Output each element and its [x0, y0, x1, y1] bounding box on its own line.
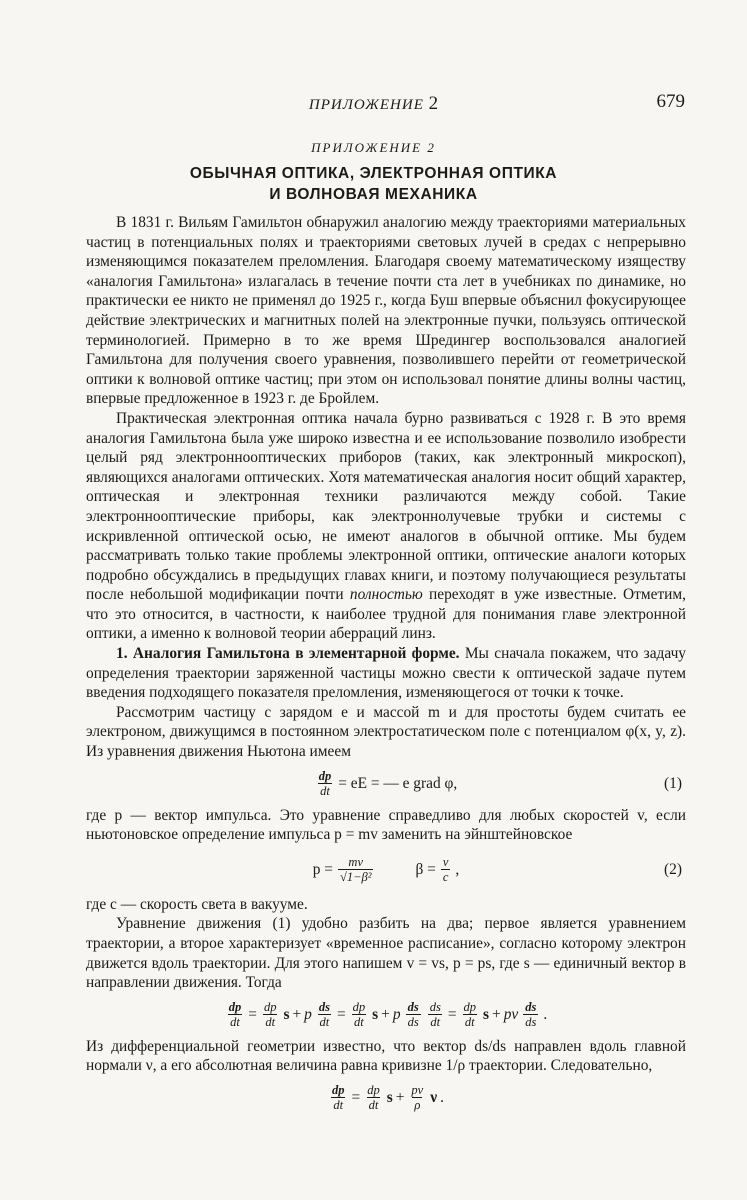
equation-4 — [86, 1076, 686, 1120]
equation-2 — [86, 845, 686, 895]
chapter-title-line-1: ОБЫЧНАЯ ОПТИКА, ЭЛЕКТРОННАЯ ОПТИКА — [189, 165, 558, 182]
running-title — [0, 93, 747, 115]
page-number: 679 — [656, 91, 685, 112]
chapter-title — [0, 163, 747, 205]
equation-2-c: c — [442, 870, 449, 885]
equation-2-fraction-momentum — [338, 855, 374, 884]
equation-2-denominator: √1−β² — [339, 870, 372, 885]
paragraph-2 — [86, 409, 686, 644]
paragraph-2-part-a: Практическая электронная оптика начала бурно развиваться с 1928 г. В это время аналогия Гамильтона была уже широко известна и ее использование позволило изобрести целый ряд электроннооптических приборов (таких, как электронный микроскоп), являющихся аналогами оптических. Хотя математическая аналогия носит общий характер, оптическая и электронная техники различаются между собой. Такие электроннооптические приборы, как электроннолучевые трубки и системы с искривленной оптической осью, не имеют аналогов в обычной оптике. Мы будем рассматривать только такие проблемы электронной оптики, оптические аналоги которых подробно обсуждались в предыдущих главах книги, и поэтому получающиеся результаты после небольшой модификации почти — [86, 409, 686, 604]
section-heading: 1. Аналогия Гамильтона в элементарной форме. — [116, 645, 460, 663]
equation-2-numerator: mv — [348, 855, 363, 870]
body-text — [86, 213, 686, 1120]
paragraph-2-emphasis: полностью — [349, 586, 423, 604]
equation-2-fraction-beta — [441, 855, 451, 884]
paragraph-8: Из дифференциальной геометрии известно, что вектор ds/ds направлен вдоль главной нормали ν, а его абсолютная величина равна кривизне 1/ρ траектории. Следовательно, — [86, 1037, 686, 1075]
equation-1-fraction: $\frac{dp}{dt}$ — [318, 769, 332, 799]
equation-1 — [86, 762, 686, 806]
paragraph-6: где c — скорость света в вакууме. — [86, 895, 308, 913]
paragraph-2-part-b: переходят в уже известные. Отметим, что это относится, в частности, к наиболее трудной для понимания главе электронной оптики, а именно к волновой теории аберраций линз. — [86, 586, 686, 643]
equation-3 — [86, 993, 686, 1037]
equation-1-body — [315, 769, 457, 798]
equation-2-beta: β = — [415, 861, 436, 879]
paragraph-3-text: Мы сначала покажем, что задачу определения траектории заряженной частицы можно свести к оптической задаче путем введения подходящего показателя преломления, изменяющегося от точки к точке. — [86, 645, 687, 702]
running-title-text: ПРИЛОЖЕНИЕ — [308, 97, 424, 113]
paragraph-7: Уравнение движения (1) удобно разбить на два; первое является уравнением траектории, а второе характеризует «временное расписание», согласно которому электрон движется вдоль траектории. Для этого напишем v = vs, p = ps, где s — единичный вектор в направлении движения. Тогда — [86, 915, 686, 992]
paragraph-1: В 1831 г. Вильям Гамильтон обнаружил аналогию между траекториями материальных частиц в потенциальных полях и траекториями световых лучей в средах с непрерывно изменяющимся показателем преломления. Благодаря своему математическому изяществу «аналогия Гамильтона» излагалась в течение почти ста лет в учебниках по динамике, но практически ее никто не применял до 1925 г., когда Буш впервые объяснил фокусирующее действие электрических и магнитных полей на электронные пучки, пользуясь оптической терминологией. Примерно в то же время Шредингер воспользовался аналогией Гамильтона для получения своего уравнения, позволившего перейти от геометрической оптики к волновой оптике частиц; при этом он использовал понятие длины волны частиц, впервые предложенное в 1923 г. де Бройлем. — [86, 214, 686, 408]
equation-4-body: $\frac{dp}{dt}$ = $\frac{dp}{dt}$ s + $\frac{pv}{\rho}$ ν . — [332, 1083, 444, 1113]
running-title-number: 2 — [428, 93, 439, 114]
running-header — [0, 93, 747, 115]
paragraph-4: Рассмотрим частицу с зарядом e и массой m и для простоты будем считать ее электроном, движущимся в постоянном электростатическом поле с потенциалом φ(x, y, z). Из уравнения движения Ньютона имеем — [86, 703, 686, 761]
equation-2-number: (2) — [664, 861, 682, 879]
equation-1-number: (1) — [664, 774, 682, 792]
appendix-label: ПРИЛОЖЕНИЕ 2 — [311, 140, 436, 155]
paragraph-3 — [86, 644, 686, 703]
equation-2-v: v — [442, 855, 449, 870]
equation-2-p: p = — [312, 861, 333, 879]
equation-1-rhs: = eE = — e grad φ, — [338, 774, 458, 792]
equation-2-body: p = $\frac{mv}{\text{√1−β²}}$ β = $\frac{v}{c}$ , — [312, 855, 460, 885]
paragraph-5: где p — вектор импульса. Это уравнение справедливо для любых скоростей v, если ньютоновское определение импульса p = mv заменить на эйнштейновское — [86, 806, 686, 844]
equation-3-body: $\frac{dp}{dt}$ = $\frac{dp}{dt}$ s + p $\frac{ds}{dt}$ = $\frac{dp}{dt}$ s + p $\frac{ds}{ds}$ $\frac{ds}{dt}$ = $\frac{dp}{dt}$ s + pv $\frac{ds}{ds}$ . — [228, 1000, 548, 1030]
chapter-title-line-2: И ВОЛНОВАЯ МЕХАНИКА — [269, 186, 478, 203]
